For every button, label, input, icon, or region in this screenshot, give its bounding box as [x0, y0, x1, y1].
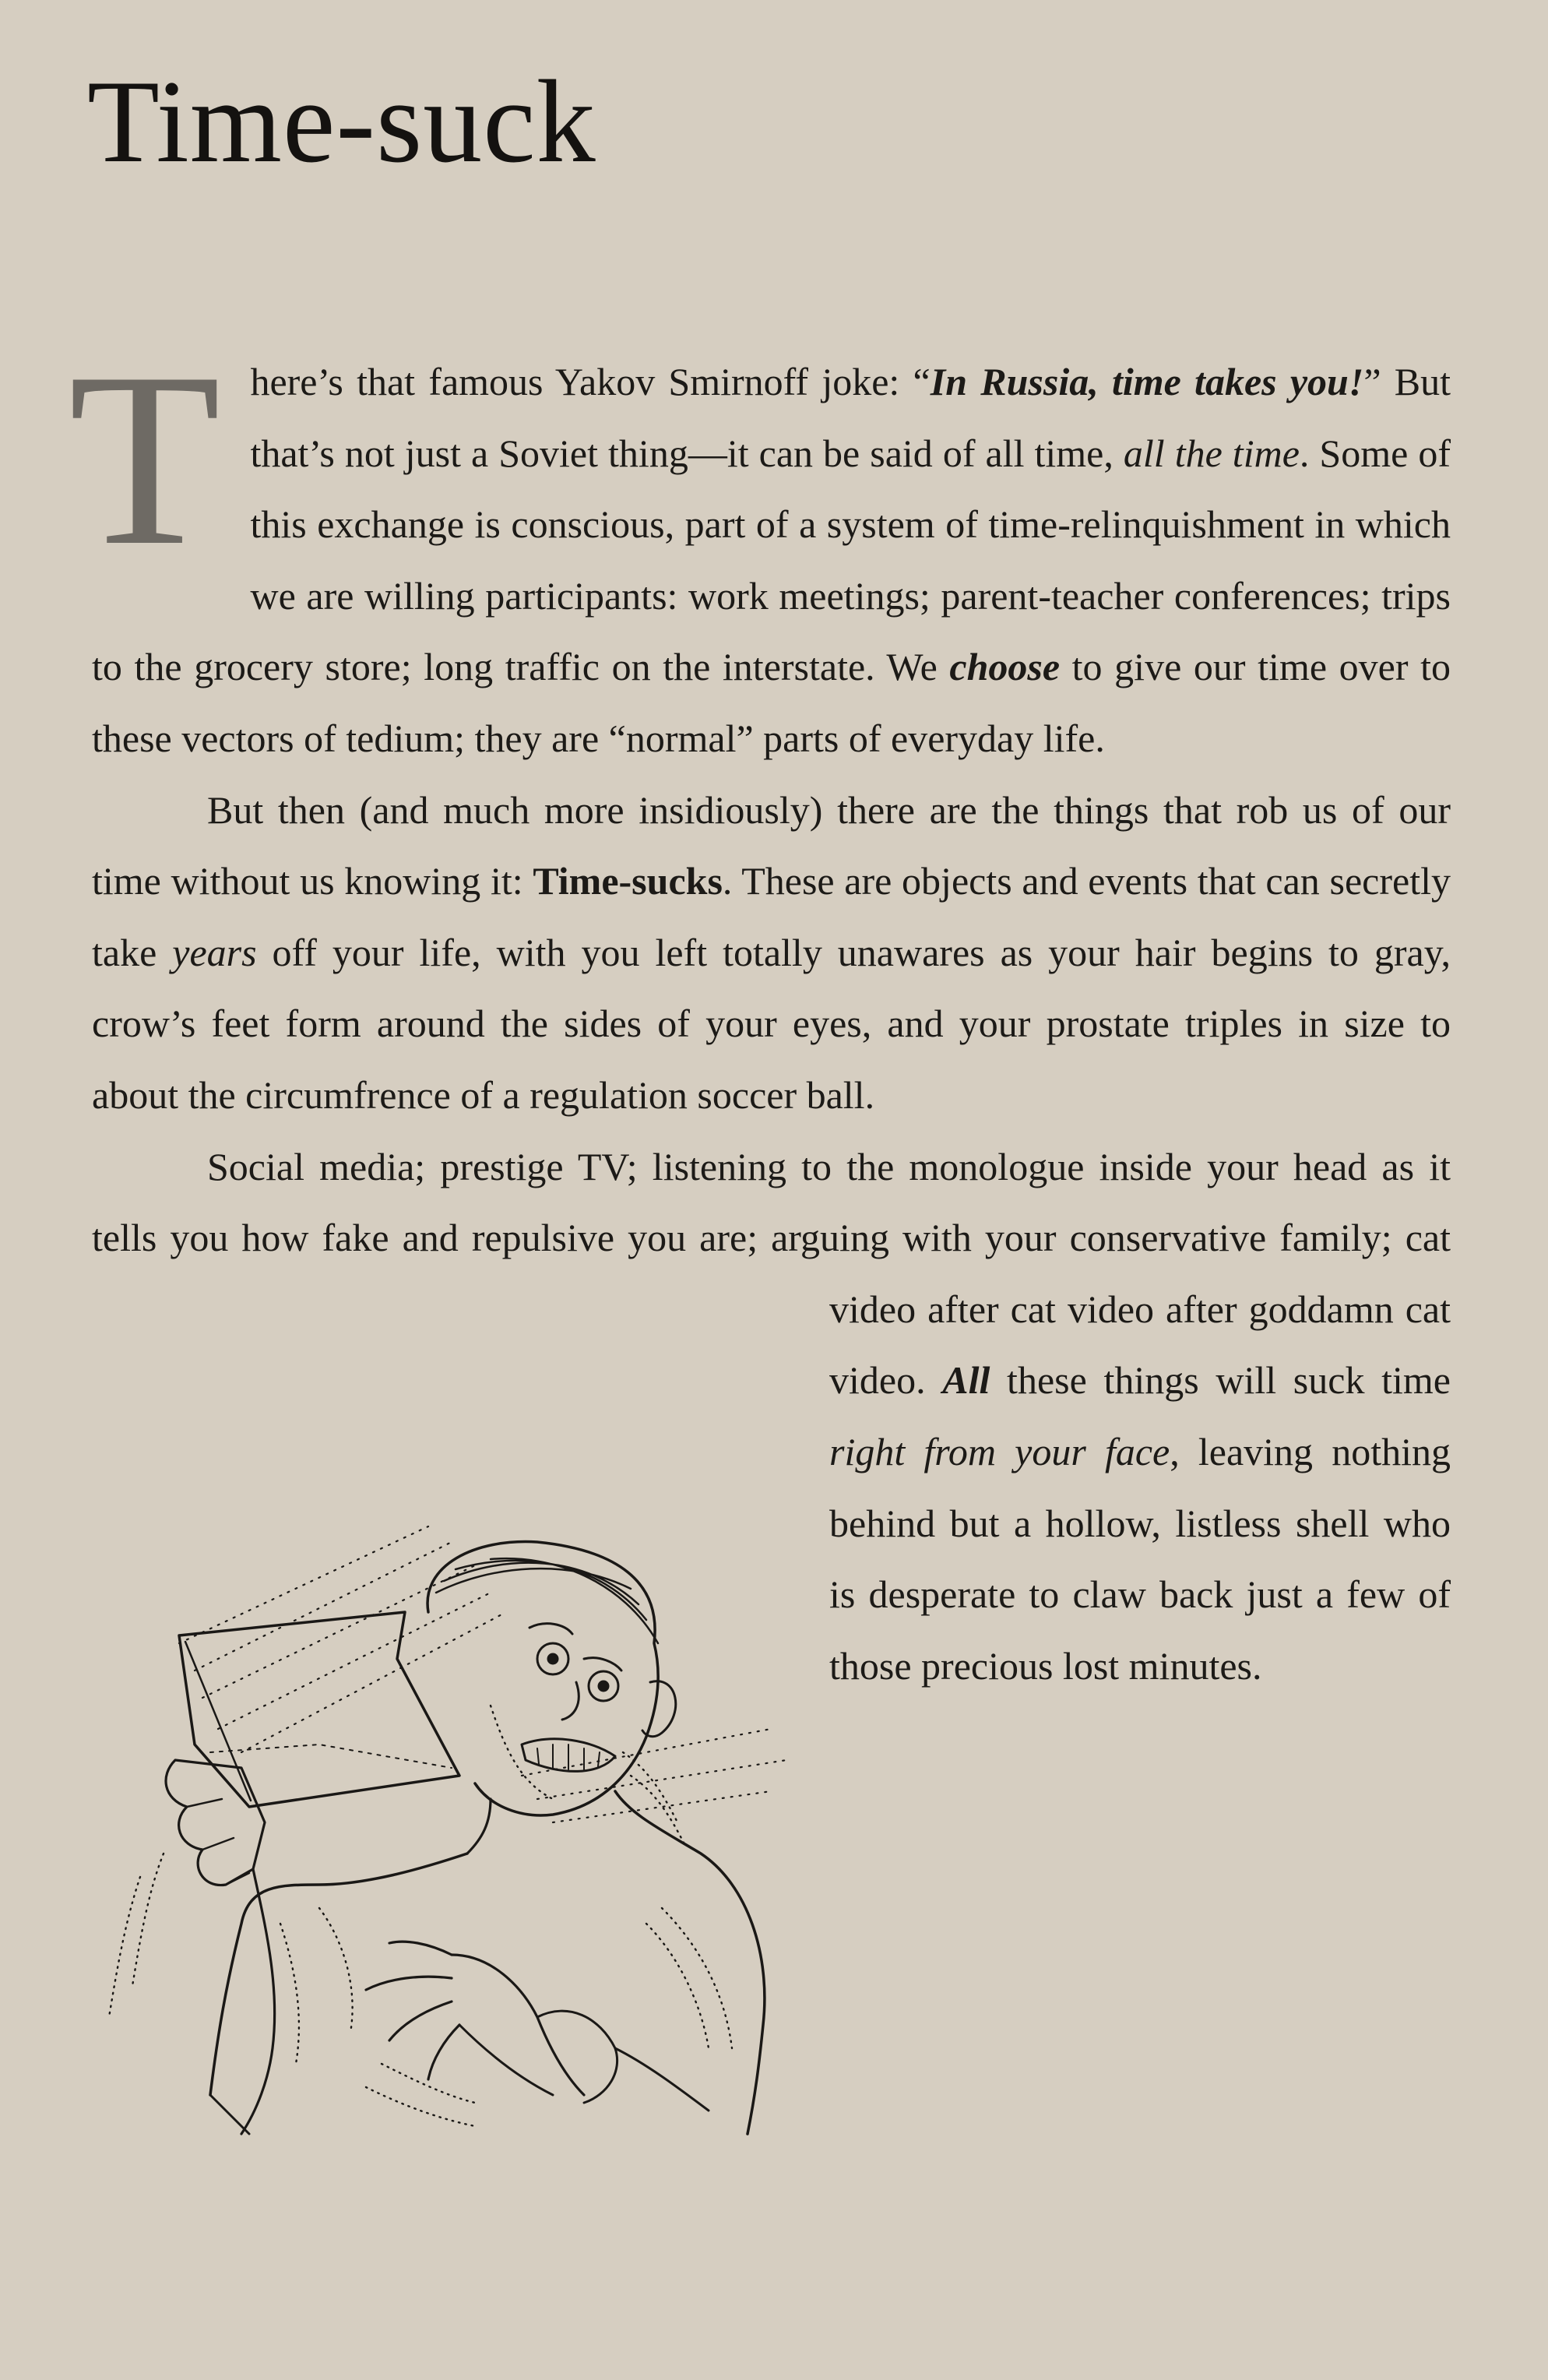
paragraph-1 [69, 322, 1451, 775]
text-run: . Some of this exchange is conscious, part of a system of time-relinquishment in which we are willing participants: work meetings; parent-teacher conferences; trips to the grocery store; long traffic on the interstate. We [92, 431, 1451, 689]
ink-drawing [109, 1526, 786, 2134]
text-run: to give our time over to these vectors of tedium; they are “normal” parts of everyday life. [92, 645, 1451, 760]
text-run: all the time [1123, 431, 1300, 475]
text-run: video. [829, 1358, 943, 1403]
illustration-man-with-phone [86, 1519, 802, 2165]
text-run: Social media; prestige TV; listening to the monologue inside your head as it tells you how fake and repulsive you are; arguing with your conservative family; cat video after cat video after goddamn cat [92, 1144, 1451, 1331]
text-run: All [942, 1358, 990, 1403]
text-run: here’s that famous Yakov Smirnoff joke: “ [250, 360, 931, 403]
text-run: , leaving nothing behind but a hollow, listless shell who is desperate to claw back just a few of those precious lost minutes. [829, 1429, 1451, 1688]
paragraph-2 [92, 775, 1451, 1132]
stipple-shading [109, 1706, 732, 2126]
paragraph-2-text [92, 788, 1451, 1117]
text-run: right from your face [829, 1429, 1170, 1473]
text-run: Time-sucks [533, 859, 723, 903]
drop-cap: T [69, 322, 221, 597]
text-run: choose [949, 645, 1061, 689]
text-run: . These are objects and events that can secretly take [92, 859, 1451, 974]
paragraph-1-text [92, 360, 1451, 760]
motion-dots [179, 1526, 786, 1822]
page-title: Time-suck [87, 56, 596, 187]
text-run: But then (and much more insidiously) there are the things that rob us of our time without us knowing it: [92, 787, 1451, 903]
text-run: these things will suck time [990, 1358, 1451, 1403]
text-run: years [172, 930, 257, 974]
text-run: ” But that’s not just a Soviet thing—it can be said of all time, [250, 360, 1451, 475]
text-run: In Russia, time takes you! [930, 360, 1364, 403]
text-run: off your life, with you left totally unawares as your hair begins to gray, crow’s feet form around the sides of your eyes, and your prostate triples in size to about the circumfrence of a regulation soccer ball. [92, 930, 1451, 1117]
